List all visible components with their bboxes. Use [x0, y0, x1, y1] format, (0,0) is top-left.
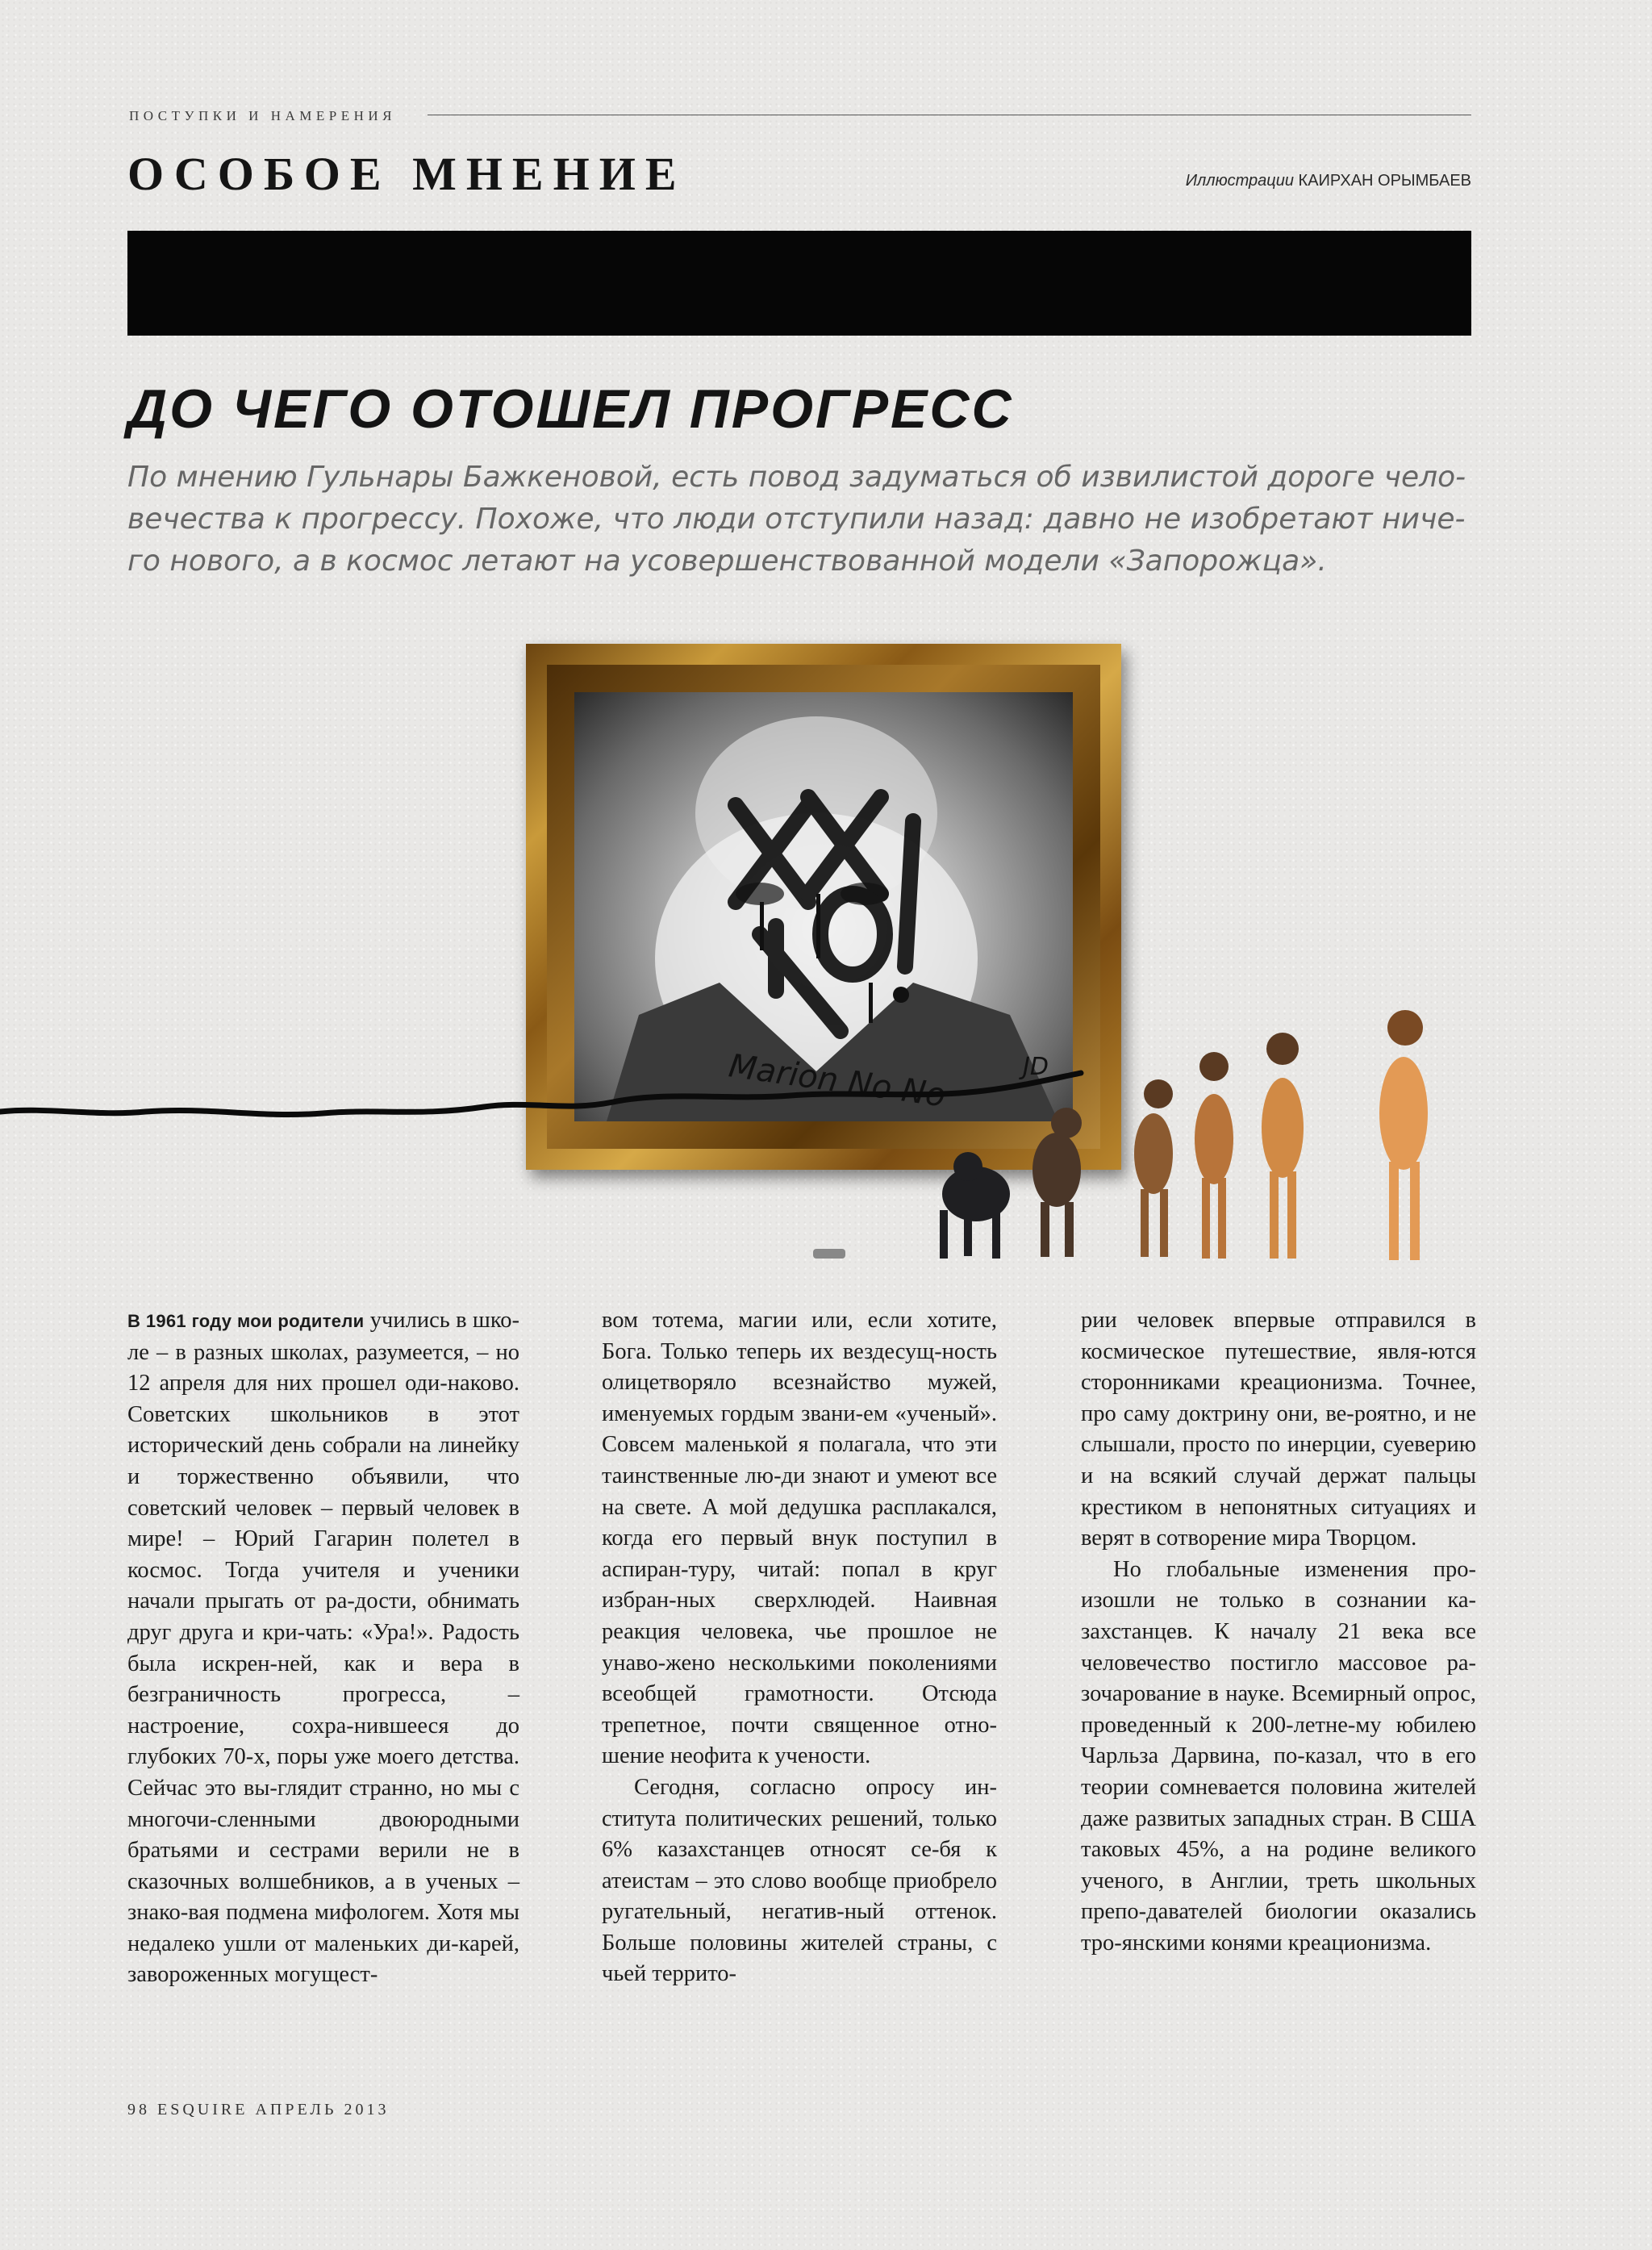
graffiti-scribble: Marion No No: [726, 1047, 949, 1115]
lead-line: го нового, а в космос летают на усовершенствованной модели «Запорожца».: [127, 545, 1327, 578]
section-label: ПОСТУПКИ И НАМЕРЕНИЯ: [129, 108, 396, 123]
figure-homo-sapiens: [1379, 1010, 1428, 1260]
credit-label: Иллюстрации: [1185, 172, 1294, 190]
spray-can: [813, 1249, 845, 1259]
paragraph: рии человек впервые отправился в космическое путешествие, явля-ются сторонниками креационизма. Точнее, про саму доктрину они, ве-роятно, и не слышали, просто по инерции, суеверию и на всякий случай держат пальцы крестиком в непонятных ситуациях и верят в сотворение мира Творцом.: [1081, 1308, 1476, 1551]
lead-in: В 1961 году мои родители: [127, 1311, 365, 1331]
article-headline: ДО ЧЕГО ОТОШЕЛ ПРОГРЕСС: [127, 378, 1014, 440]
paragraph: Но глобальные изменения про-изошли не только в сознании ка-захстанцев. К началу 21 века все человечество постигло массовое ра-зочарование в науке. Всемирный опрос, проведенный к 200-летне-му юбилею Чарльза Дарвина, по-казал, что в его теории сомневается половина жителей даже развитых западных стран. В США таковых 45%, а на родине великого ученого, в Англии, треть школьных препо-давателей биологии оказались тро-янскими конями креационизма.: [1081, 1556, 1476, 1956]
lead-line: вечества к прогрессу. Похоже, что люди отступили назад: давно не изобретают ниче-: [127, 503, 1466, 536]
body-column-1: [127, 1305, 519, 1991]
page-folio: 98 ESQUIRE АПРЕЛЬ 2013: [127, 2101, 390, 2119]
paragraph-text: учились в шко-ле – в разных школах, разумеется, – но 12 апреля для них прошел оди-наково. Советских школьников в этот исторический день собрали на линейку и торжественно объявили, что советский человек – первый человек в мире! – Юрий Гагарин полетел в космос. Тогда учителя и ученики начали прыгать от ра-дости, обнимать друг друга и кри-чать: «Ура!». Радость была искрен-ней, как и вера в безграничность прогресса, – настроение, сохра-нившееся до глубоких 70-х, поры уже моего детства. Сейчас это вы-глядит странно, но мы с многочи-сленными двоюродными братьями и сестрами верили не в сказочных волшебников, а в ученых – знако-вая подмена мифологем. Хотя мы недалеко ушли от маленьких ди-карей, завороженных могущест-: [127, 1308, 519, 1988]
figure-neanderthal: [1262, 1033, 1304, 1259]
paragraph: Сегодня, согласно опросу ин-ститута политических решений, только 6% казахстанцев относят се-бя к атеистам – это слово вообще приобрело ругательный, негатив-ный оттенок. Больше половины жителей страны, с чьей террито-: [602, 1774, 997, 1987]
article-lead: [127, 457, 1475, 582]
section-title: ОСОБОЕ МНЕНИЕ: [127, 148, 686, 200]
progress-line: [0, 1073, 1081, 1115]
body-column-3: [1081, 1305, 1476, 1959]
body-column-2: [602, 1305, 997, 1990]
credit-name: КАИРХАН ОРЫМБАЕВ: [1298, 172, 1471, 190]
evolution-illustration: [0, 1000, 1652, 1339]
graffiti-small: JD: [1023, 1053, 1049, 1081]
paragraph: вом тотема, магии или, если хотите, Бога. Только теперь их вездесущ-ность олицетворяло всезнайство мужей, именуемых гордым звани-ем «ученый». Совсем маленькой я полагала, что эти таинственные лю-ди знают и умеют все на свете. А мой дедушка расплакался, когда его первый внук поступил в аспиран-туру, читай: попал в круг избран-ных сверхлюдей. Наивная реакция человека, чье прошлое не унаво-жено несколькими поколениями всеобщей грамотности. Отсюда трепетное, почти священное отно-шение неофита к учености.: [602, 1308, 997, 1769]
paragraph: [127, 1305, 519, 1991]
lead-line: По мнению Гульнары Бажкеновой, есть повод задуматься об извилистой дороге чело-: [127, 461, 1466, 494]
redaction-bar: [127, 231, 1471, 336]
figure-homo-erectus: [1195, 1052, 1233, 1259]
figure-homo-habilis: [1134, 1079, 1173, 1257]
figure-australopithecus: [1032, 1108, 1082, 1257]
illustration-credit: [1186, 172, 1471, 190]
figure-chimp: [940, 1152, 1010, 1259]
